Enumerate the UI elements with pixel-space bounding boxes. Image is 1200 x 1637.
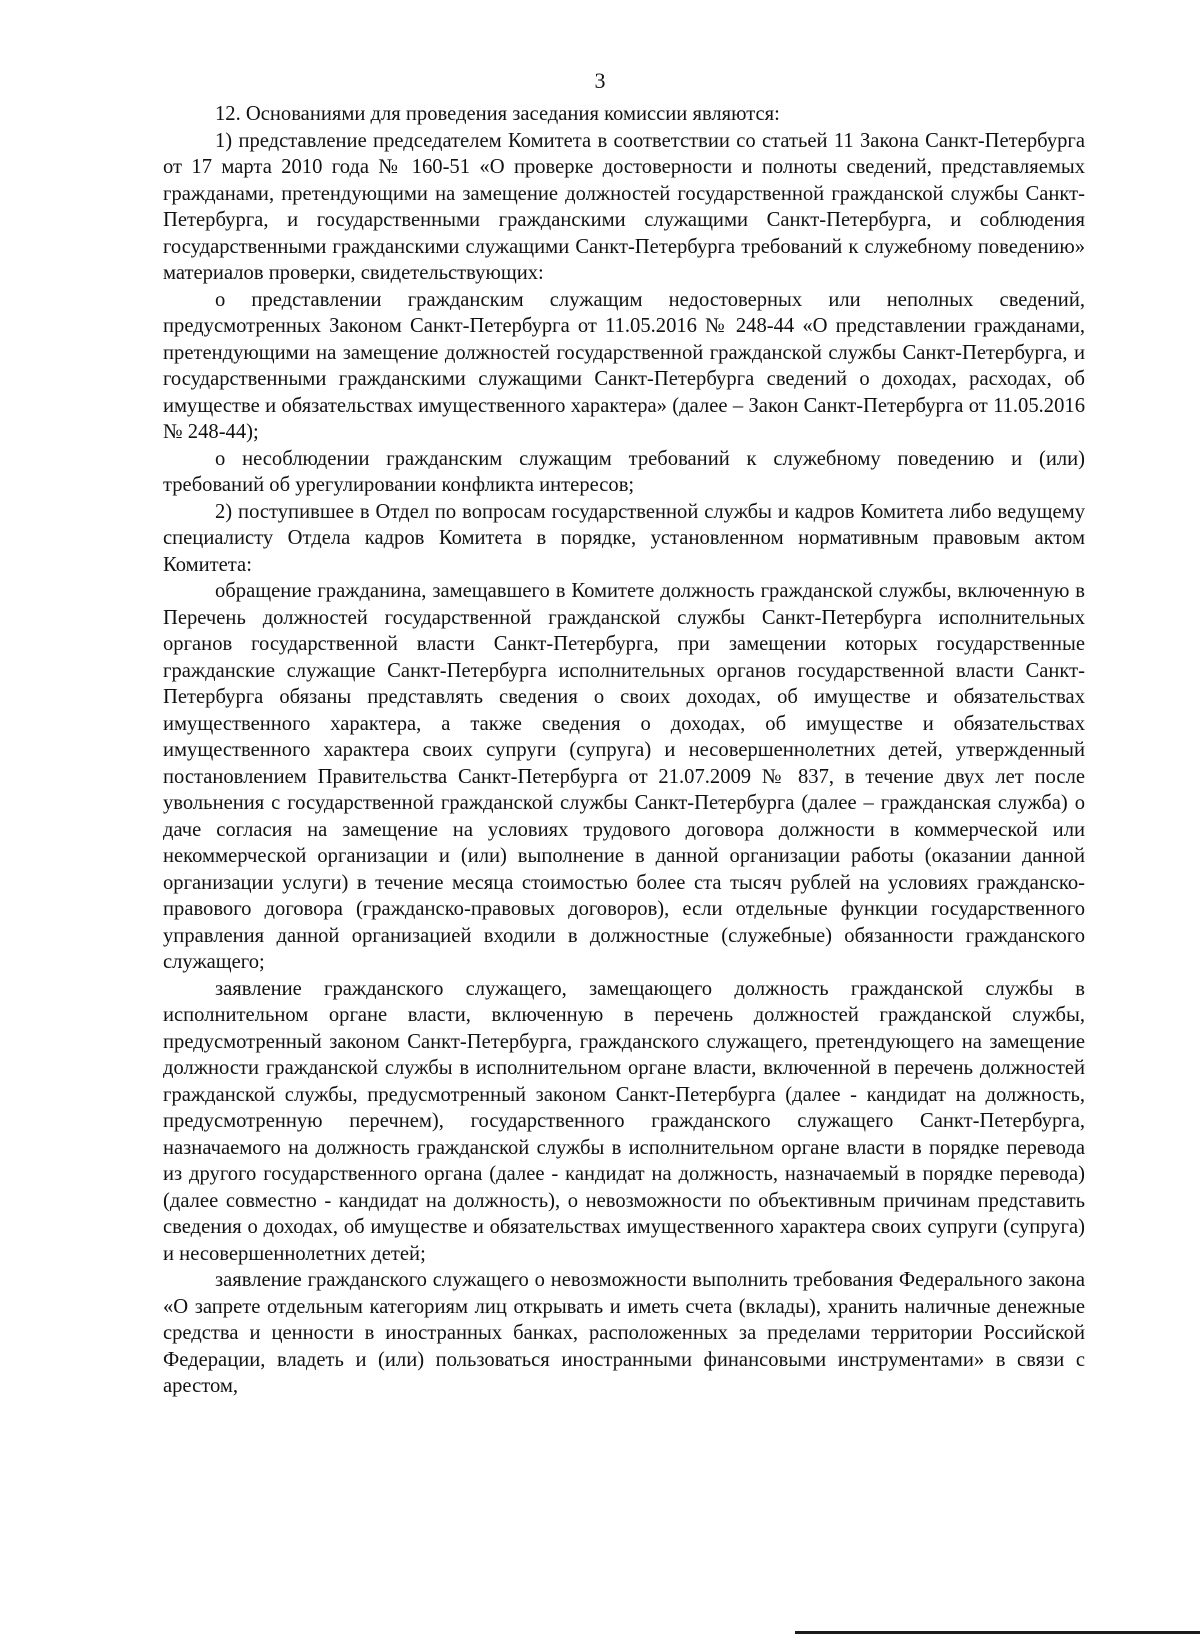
paragraph-item-1: 1) представление председателем Комитета в соответствии со статьей 11 Закона Санкт-Петербурга от 17 марта 2010 года № 160-51 «О проверке достоверности и полноты сведений, представляемых гражданами, претендующими на замещение должностей государственной гражданской службы Санкт-Петербурга, и государственными гражданскими служащими Санкт-Петербурга, и соблюдения государственными гражданскими служащими Санкт-Петербурга требований к служебному поведению» материалов проверки, свидетельствующих: [163,129,1085,284]
paragraph-false-information: о представлении гражданским служащим недостоверных или неполных сведений, предусмотренных Законом Санкт-Петербурга от 11.05.2016 № 248-44 «О представлении гражданами, претендующими на замещение должностей государственной гражданской службы Санкт-Петербурга, и государственными гражданскими служащими Санкт-Петербурга сведений о доходах, расходах, об имуществе и обязательствах имущественного характера» (далее – Закон Санкт-Петербурга от 11.05.2016 № 248-44); [163,288,1085,443]
paragraph-clause-12: 12. Основаниями для проведения заседания комиссии являются: [215,103,780,125]
paragraph-conduct-violation: о несоблюдении гражданским служащим требований к служебному поведению и (или) требований об урегулировании конфликта интересов; [163,447,1085,496]
paragraph-item-2: 2) поступившее в Отдел по вопросам государственной службы и кадров Комитета либо ведущему специалисту Отдела кадров Комитета в порядке, установленном нормативным правовым актом Комитета: [163,500,1085,576]
paragraph-citizen-appeal: обращение гражданина, замещавшего в Комитете должность гражданской службы, включенную в Перечень должностей государственной гражданской службы Санкт-Петербурга исполнительных органов государственной власти Санкт-Петербурга, при замещении которых государственные гражданские служащие Санкт-Петербурга исполнительных органов государственной власти Санкт-Петербурга обязаны представлять сведения о своих доходах, об имуществе и обязательствах имущественного характера, а также сведения о доходах, об имуществе и обязательствах имущественного характера своих супруги (супруга) и несовершеннолетних детей, утвержденный постановлением Правительства Санкт-Петербурга от 21.07.2009 № 837, в течение двух лет после увольнения с государственной гражданской службы Санкт-Петербурга (далее – гражданская служба) о даче согласия на замещение на условиях трудового договора должности в коммерческой или некоммерческой организации и (или) выполнение в данной организации работы (оказании данной организации услуги) в течение месяца стоимостью более ста тысяч рублей на условиях гражданско-правового договора (гражданско-правовых договоров), если отдельные функции государственного управления данной организацией входили в должностные (служебные) обязанности гражданского служащего; [163,580,1085,973]
paragraph-employee-statement-foreign-accounts: заявление гражданского служащего о невозможности выполнить требования Федерального закона «О запрете отдельным категориям лиц открывать и иметь счета (вклады), хранить наличные денежные средства и ценности в иностранных банках, расположенных за пределами территории Российской Федерации, владеть и (или) пользоваться иностранными финансовыми инструментами» в связи с арестом, [163,1269,1085,1397]
paragraph-employee-statement-income: заявление гражданского служащего, замещающего должность гражданской службы в исполнительном органе власти, включенную в перечень должностей гражданской службы, предусмотренный законом Санкт-Петербурга, гражданского служащего, претендующего на замещение должности гражданской службы в исполнительном органе власти, включенной в перечень должностей гражданской службы, предусмотренный законом Санкт-Петербурга (далее - кандидат на должность, предусмотренную перечнем), государственного гражданского служащего Санкт-Петербурга, назначаемого на должность гражданской службы в исполнительном органе власти в порядке перевода из другого государственного органа (далее - кандидат на должность, назначаемый в порядке перевода) (далее совместно - кандидат на должность), о невозможности по объективным причинам представить сведения о доходах, об имуществе и обязательствах имущественного характера своих супруги (супруга) и несовершеннолетних детей; [163,977,1085,1265]
document-body [163,101,1085,1400]
scan-edge-line [795,1631,1200,1634]
page-number: 3 [594,68,606,93]
